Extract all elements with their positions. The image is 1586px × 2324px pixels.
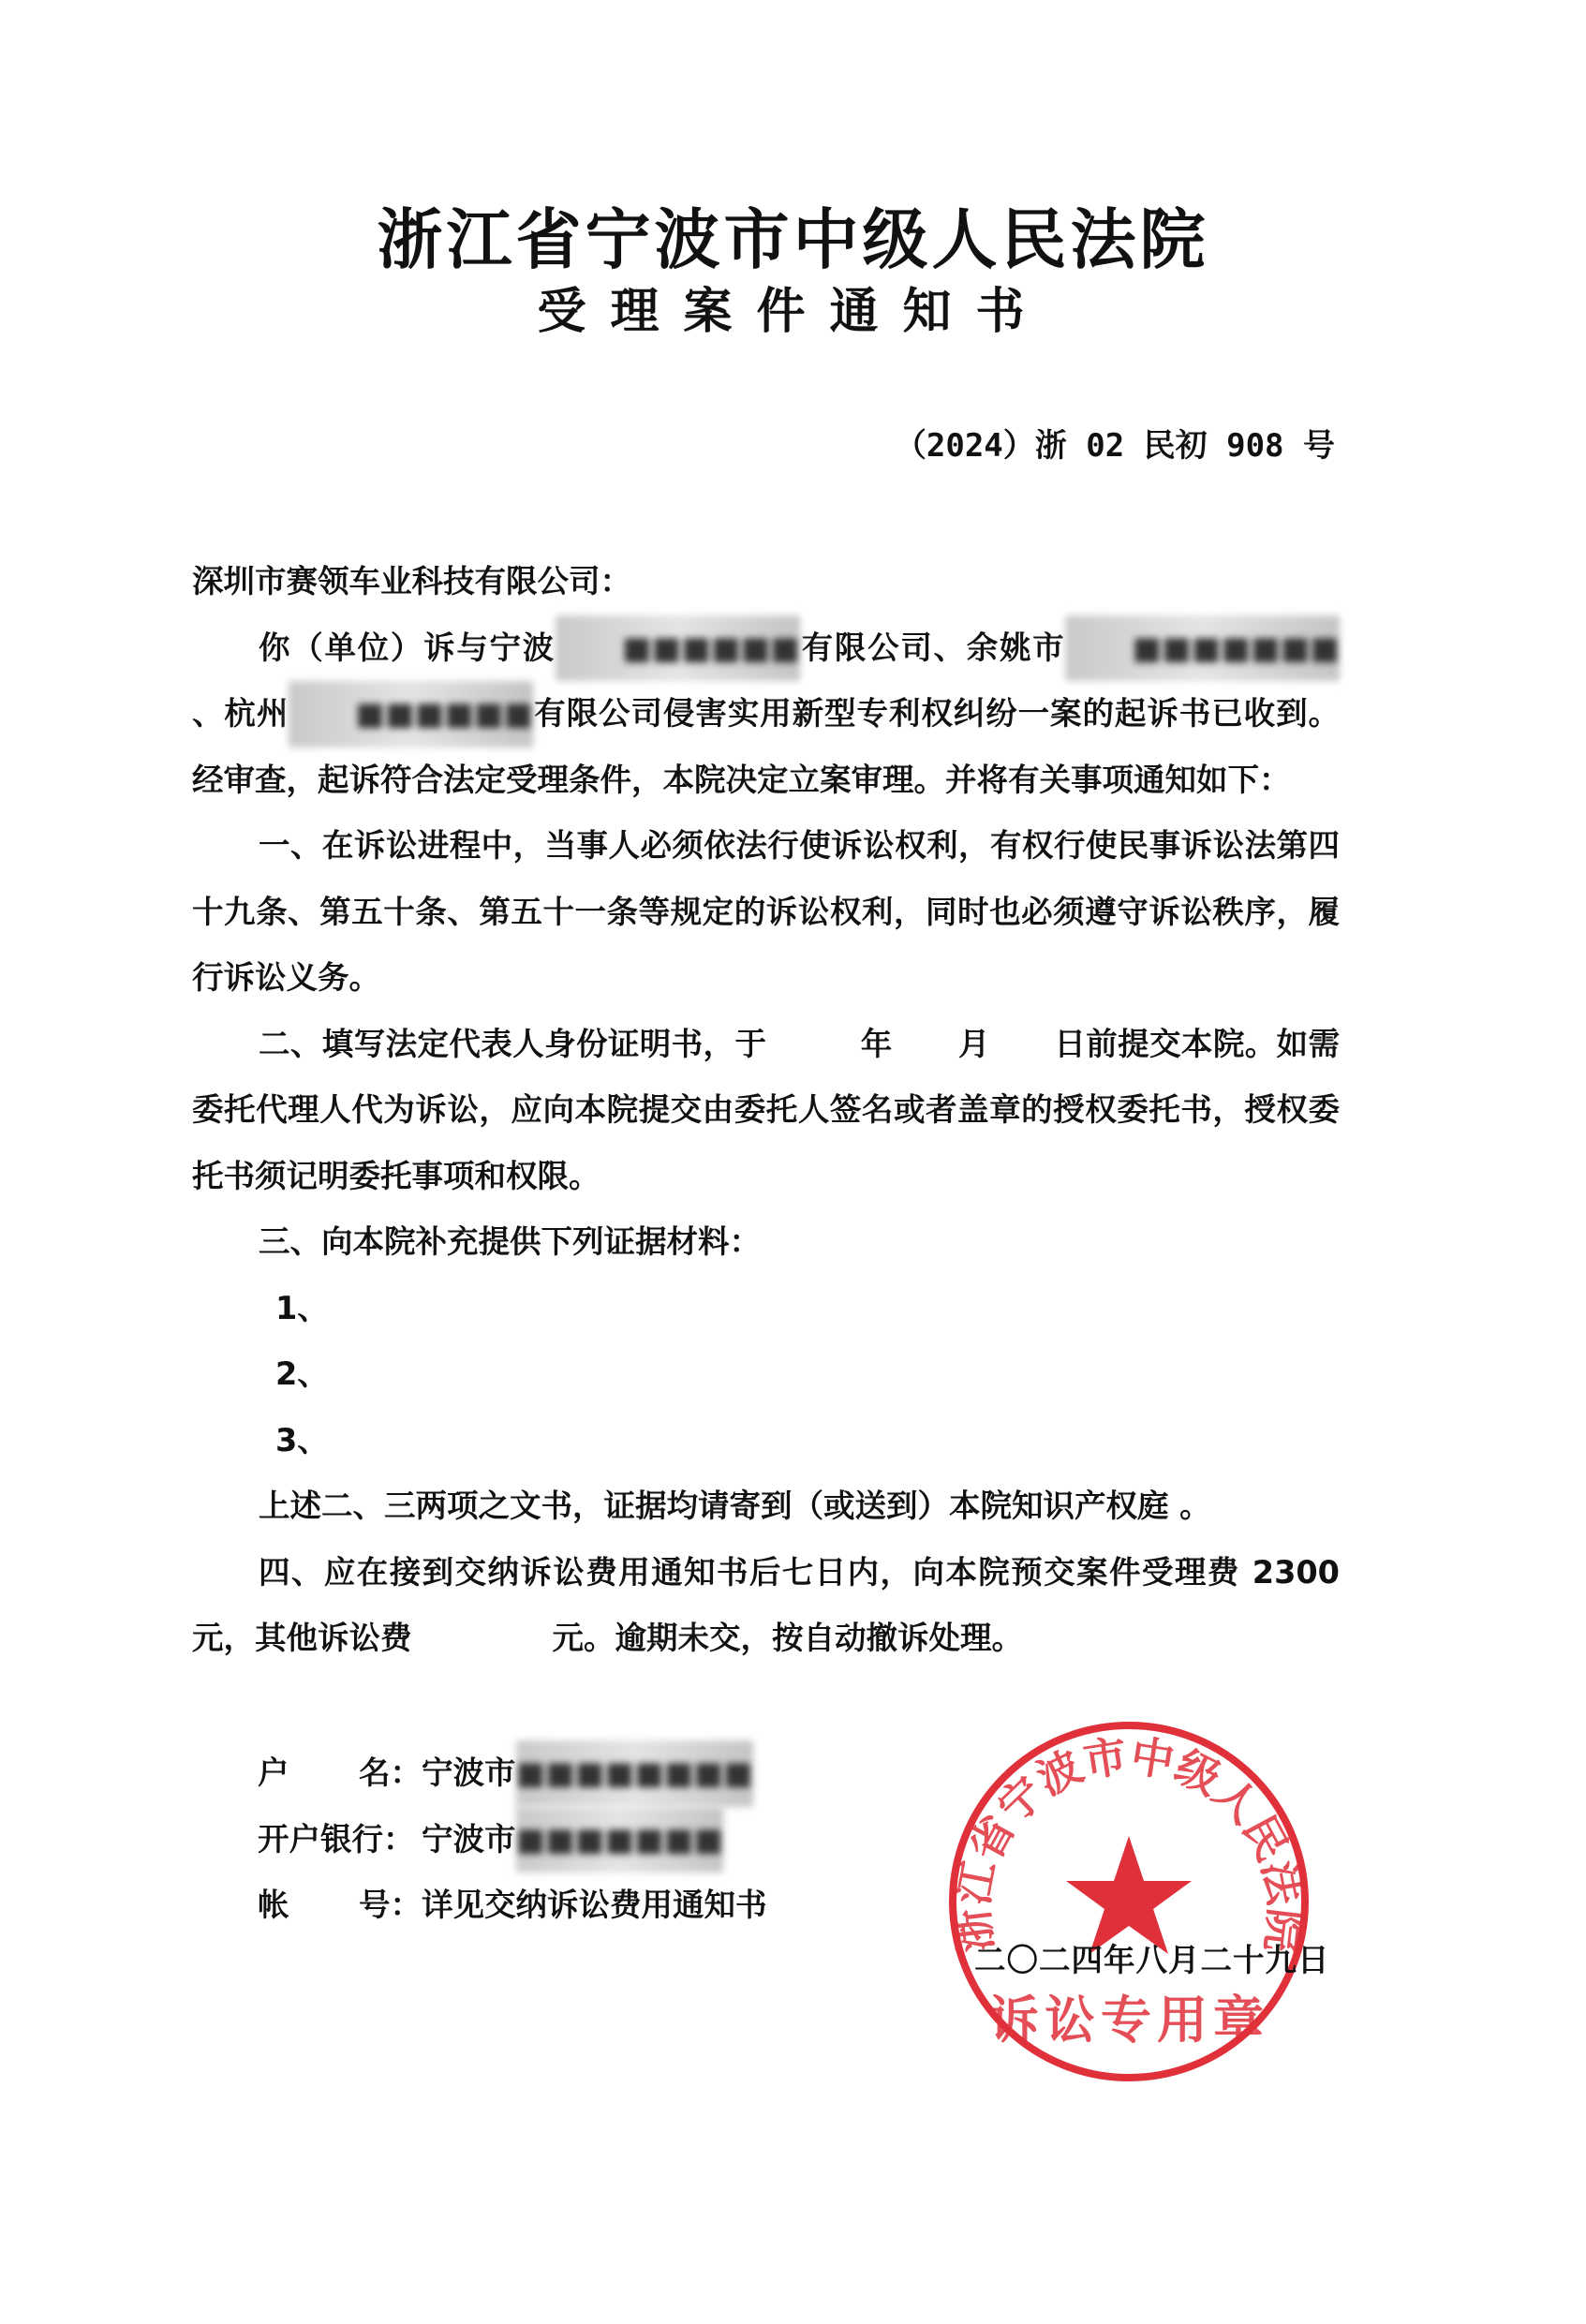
item-2-text-1: 二、填写法定代表人身份证明书，于: [259, 1025, 767, 1062]
item-3: 三、向本院补充提供下列证据材料：: [259, 1223, 761, 1260]
item-2-year: 年: [860, 1025, 893, 1062]
redacted-text: ■■■■■■: [556, 615, 800, 682]
intro-text-3: 、杭州: [192, 695, 289, 732]
bank-label: 开户银行：: [258, 1820, 415, 1858]
seal-ring-text: 浙江省宁波市中级人民法院: [946, 1729, 1312, 1955]
bank-text: 宁波市: [422, 1820, 516, 1858]
label-part: 帐: [258, 1887, 289, 1923]
account-name-row: [258, 1740, 767, 1807]
seal-bottom-text: 诉讼专用章: [988, 1990, 1269, 2050]
redacted-text: ■■■■■■■■: [516, 1740, 753, 1807]
account-name-text: 宁波市: [422, 1754, 516, 1791]
item-4-text-1: 四、应在接到交纳诉讼费用通知书后七日内，向本院预交案件受理费 2300 元，其他诉讼费: [192, 1553, 1340, 1656]
account-number-label: [258, 1873, 422, 1939]
account-info: [258, 1740, 767, 1939]
paragraph-intro: [192, 615, 1340, 814]
account-name-label: [258, 1740, 422, 1807]
case-number: （2024）浙 02 民初 908 号: [894, 427, 1335, 465]
addressee: 深圳市赛领车业科技有限公司：: [192, 563, 631, 600]
notice-body: [192, 549, 1340, 1672]
document-type: 受理案件通知书: [537, 283, 1049, 340]
intro-text-4: 有限公司侵害实用新型专利权纠纷一案的起诉书已收到。经审查，起诉符合法定受理条件，本院决定立案审理。并将有关事项通知如下：: [192, 695, 1341, 798]
bank-value: [422, 1807, 723, 1873]
item-4: [192, 1540, 1340, 1672]
bank-row: [258, 1807, 767, 1873]
redacted-text: ■■■■■■■: [1065, 615, 1340, 682]
account-number-row: [258, 1873, 767, 1939]
redacted-text: ■■■■■■: [289, 681, 533, 748]
issue-date: 二〇二四年八月二十九日: [974, 1942, 1330, 1978]
item-3-sub-3: 3、: [275, 1421, 329, 1458]
court-name: 浙江省宁波市中级人民法院: [377, 200, 1209, 278]
intro-text-1: 你（单位）诉与宁波: [259, 629, 556, 666]
item-4-text-2: 元。逾期未交，按自动撤诉处理。: [552, 1620, 1023, 1656]
label-part: 名：: [359, 1754, 422, 1791]
court-seal: [941, 1714, 1316, 2089]
intro-text-2: 有限公司、余姚市: [799, 629, 1066, 666]
delivery-note: 上述二、三两项之文书，证据均请寄到（或送到）本院知识产权庭 。: [259, 1488, 1211, 1524]
account-name-value: [422, 1740, 753, 1807]
account-number-value: 详见交纳诉讼费用通知书: [422, 1887, 767, 1923]
redacted-text: ■■■■■■■: [516, 1807, 724, 1873]
item-2-month: 月: [957, 1025, 990, 1062]
item-2: [192, 1012, 1340, 1210]
label-part: 户: [258, 1754, 289, 1791]
label-part: 号：: [359, 1887, 422, 1923]
item-2-text-2: 日前提交本院。如需委托代理人代为诉讼，应向本院提交由委托人签名或者盖章的授权委托书，授权委托书须记明委托事项和权限。: [192, 1025, 1341, 1194]
item-3-sub-2: 2、: [275, 1355, 329, 1392]
item-3-sub-1: 1、: [275, 1289, 329, 1326]
item-1: 一、在诉讼进程中，当事人必须依法行使诉讼权利，有权行使民事诉讼法第四十九条、第五十条、第五十一条等规定的诉讼权利，同时也必须遵守诉讼秩序，履行诉讼义务。: [192, 827, 1340, 996]
